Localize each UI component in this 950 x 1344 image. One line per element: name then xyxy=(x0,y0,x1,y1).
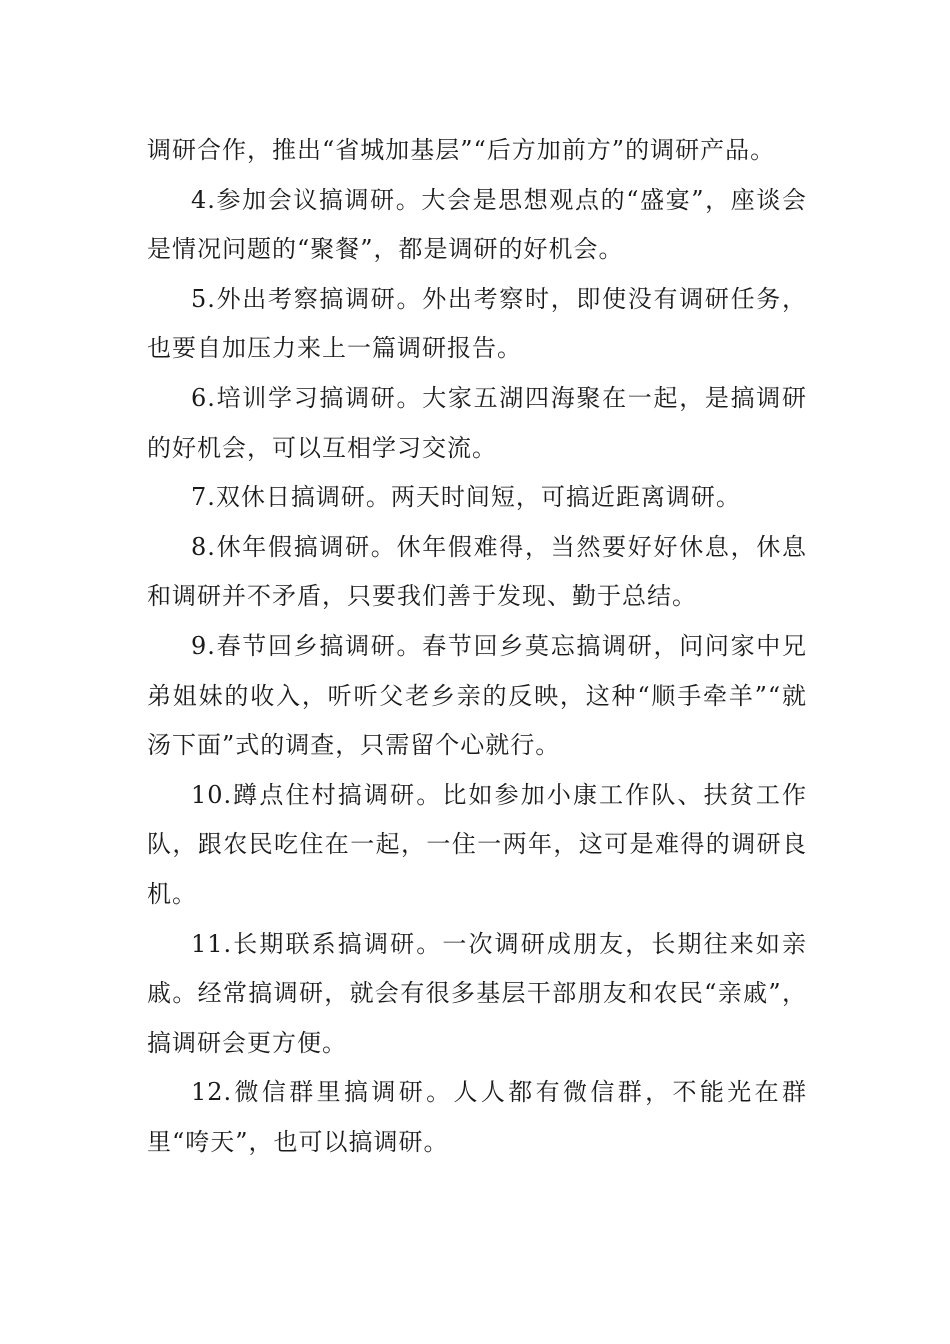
document-body xyxy=(147,126,807,1167)
paragraph-item-8: 8.休年假搞调研。休年假难得，当然要好好休息，休息和调研并不矛盾，只要我们善于发现、勤于总结。 xyxy=(147,532,807,611)
paragraph-item-11: 11.长期联系搞调研。一次调研成朋友，长期往来如亲戚。经常搞调研，就会有很多基层干部朋友和农民“亲戚”，搞调研会更方便。 xyxy=(147,929,807,1057)
paragraph-item-5: 5.外出考察搞调研。外出考察时，即使没有调研任务，也要自加压力来上一篇调研报告。 xyxy=(147,284,807,363)
paragraph-item-6: 6.培训学习搞调研。大家五湖四海聚在一起，是搞调研的好机会，可以互相学习交流。 xyxy=(147,383,807,462)
paragraph-item-10: 10.蹲点住村搞调研。比如参加小康工作队、扶贫工作队，跟农民吃住在一起，一住一两年，这可是难得的调研良机。 xyxy=(147,780,807,908)
paragraph-continuation: 调研合作，推出“省城加基层”“后方加前方”的调研产品。 xyxy=(147,136,776,164)
paragraph-item-9: 9.春节回乡搞调研。春节回乡莫忘搞调研，问问家中兄弟姐妹的收入，听听父老乡亲的反映，这种“顺手牵羊”“就汤下面”式的调查，只需留个心就行。 xyxy=(147,631,807,760)
paragraph-item-12: 12.微信群里搞调研。人人都有微信群，不能光在群里“咵天”，也可以搞调研。 xyxy=(147,1078,807,1156)
paragraph-item-7: 7.双休日搞调研。两天时间短，可搞近距离调研。 xyxy=(191,483,741,512)
paragraph-item-4: 4.参加会议搞调研。大会是思想观点的“盛宴”，座谈会是情况问题的“聚餐”，都是调研的好机会。 xyxy=(147,185,807,264)
